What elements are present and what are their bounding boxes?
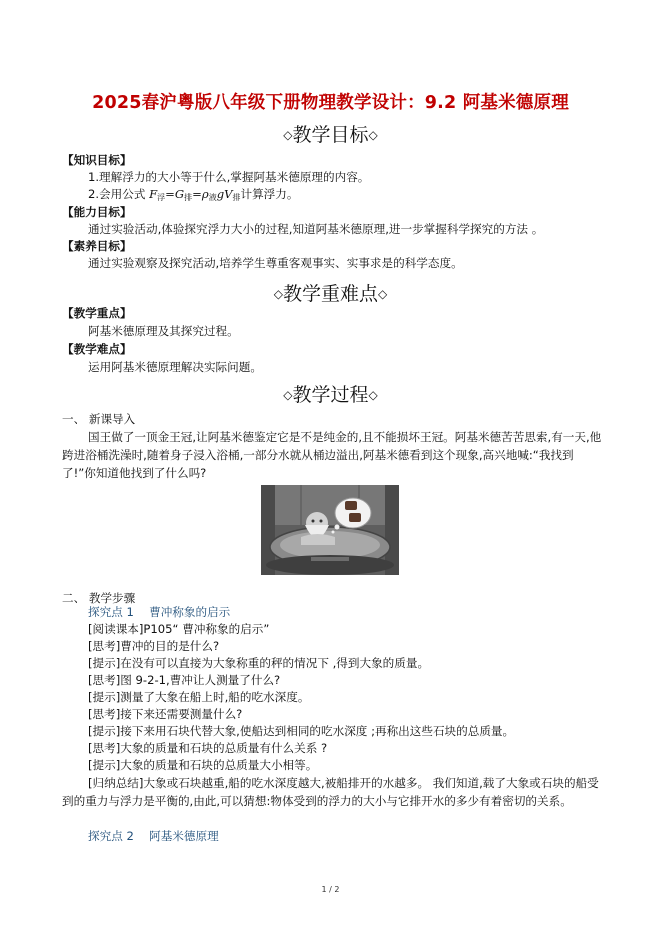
ability-objective-text: 通过实验活动,体验探究浮力大小的过程,知道阿基米德原理,进一步掌握科学探究的方法 。 [88, 222, 544, 236]
teaching-difficulty-label: 【教学难点】 [62, 342, 132, 356]
formula-eq2: =ρ [192, 187, 209, 201]
step-line: [思考]图 9-2-1,曹冲让人测量了什么? [88, 673, 281, 687]
knowledge-objective-1: 1.理解浮力的大小等于什么,掌握阿基米德原理的内容。 [88, 170, 370, 184]
diamond-icon: ◇ [283, 128, 293, 142]
section-heading-process-text: 教学过程 [292, 384, 369, 406]
section-heading-process [0, 380, 661, 407]
section-heading-objectives-text: 教学目标 [292, 124, 369, 146]
step-line: [提示]测量了大象在船上时,船的吃水深度。 [88, 690, 310, 704]
knowledge-objective-2 [88, 186, 298, 206]
formula-gv: gV [216, 187, 233, 201]
teaching-focus-label: 【教学重点】 [62, 306, 132, 320]
step-line: [思考]接下来还需要测量什么? [88, 707, 243, 721]
intro-heading: 一、 新课导入 [62, 412, 136, 426]
knowledge-objective-label: 【知识目标】 [62, 153, 132, 167]
teaching-focus-text: 阿基米德原理及其探究过程。 [88, 324, 239, 338]
page-number: 1 / 2 [321, 885, 340, 894]
formula-rho-sub: 液 [208, 193, 217, 202]
archimedes-bath-illustration [261, 485, 399, 575]
diamond-icon: ◇ [368, 388, 378, 402]
explore-point-1: 探究点 1 曹冲称象的启示 [88, 605, 231, 619]
section-heading-objectives [0, 120, 661, 147]
intro-paragraph: 国王做了一顶金王冠,让阿基米德鉴定它是不是纯金的,且不能损坏王冠。阿基米德苦苦思索,有一天,他跨进浴桶洗澡时,随着身子浸入浴桶,一部分水就从桶边溢出,阿基米德看到这个现象,高兴地喊:“我找到了!”你知道他找到了什么吗? [62, 430, 602, 480]
formula-g-sub: 排 [184, 193, 193, 202]
archimedes-bath-icon [261, 485, 399, 575]
formula-f: F [149, 187, 158, 201]
step-line: [提示]在没有可以直接为大象称重的秤的情况下 ,得到大象的质量。 [88, 656, 430, 670]
diamond-icon: ◇ [378, 287, 388, 301]
step-line: [提示]大象的质量和石块的总质量大小相等。 [88, 758, 318, 772]
explore-point-2: 探究点 2 阿基米德原理 [88, 829, 219, 843]
formula-f-sub: 浮 [157, 193, 166, 202]
diamond-icon: ◇ [273, 287, 283, 301]
summary-paragraph: [归纳总结]大象或石块越重,船的吃水深度越大,被船排开的水越多。 我们知道,载了大象或石块的船受到的重力与浮力是平衡的,由此,可以猜想:物体受到的浮力的大小与它排开水的多少有着密切的关系。 [62, 776, 599, 808]
step-line: [提示]接下来用石块代替大象,使船达到相同的吃水深度 ;再称出这些石块的总质量。 [88, 724, 515, 738]
diamond-icon: ◇ [283, 388, 293, 402]
step-line: [阅读课本]P105“ 曹冲称象的启示” [88, 622, 270, 636]
document-title: 2025春沪粤版八年级下册物理教学设计：9.2 阿基米德原理 [92, 93, 569, 113]
diamond-icon: ◇ [368, 128, 378, 142]
steps-heading: 二、 教学步骤 [62, 591, 136, 605]
knowledge-2-suffix: 计算浮力。 [240, 187, 299, 201]
literacy-objective-label: 【素养目标】 [62, 239, 132, 253]
section-heading-key-points [0, 279, 661, 306]
step-line: [思考]大象的质量和石块的总质量有什么关系 ? [88, 741, 328, 755]
knowledge-2-prefix: 2.会用公式 [88, 187, 146, 201]
formula-eq1: =G [165, 187, 185, 201]
ability-objective-label: 【能力目标】 [62, 205, 132, 219]
teaching-difficulty-text: 运用阿基米德原理解决实际问题。 [88, 360, 262, 374]
literacy-objective-text: 通过实验观察及探究活动,培养学生尊重客观事实、实事求是的科学态度。 [88, 256, 463, 270]
step-line: [思考]曹冲的目的是什么? [88, 639, 220, 653]
formula-v-sub: 排 [232, 193, 241, 202]
section-heading-key-points-text: 教学重难点 [282, 283, 378, 305]
